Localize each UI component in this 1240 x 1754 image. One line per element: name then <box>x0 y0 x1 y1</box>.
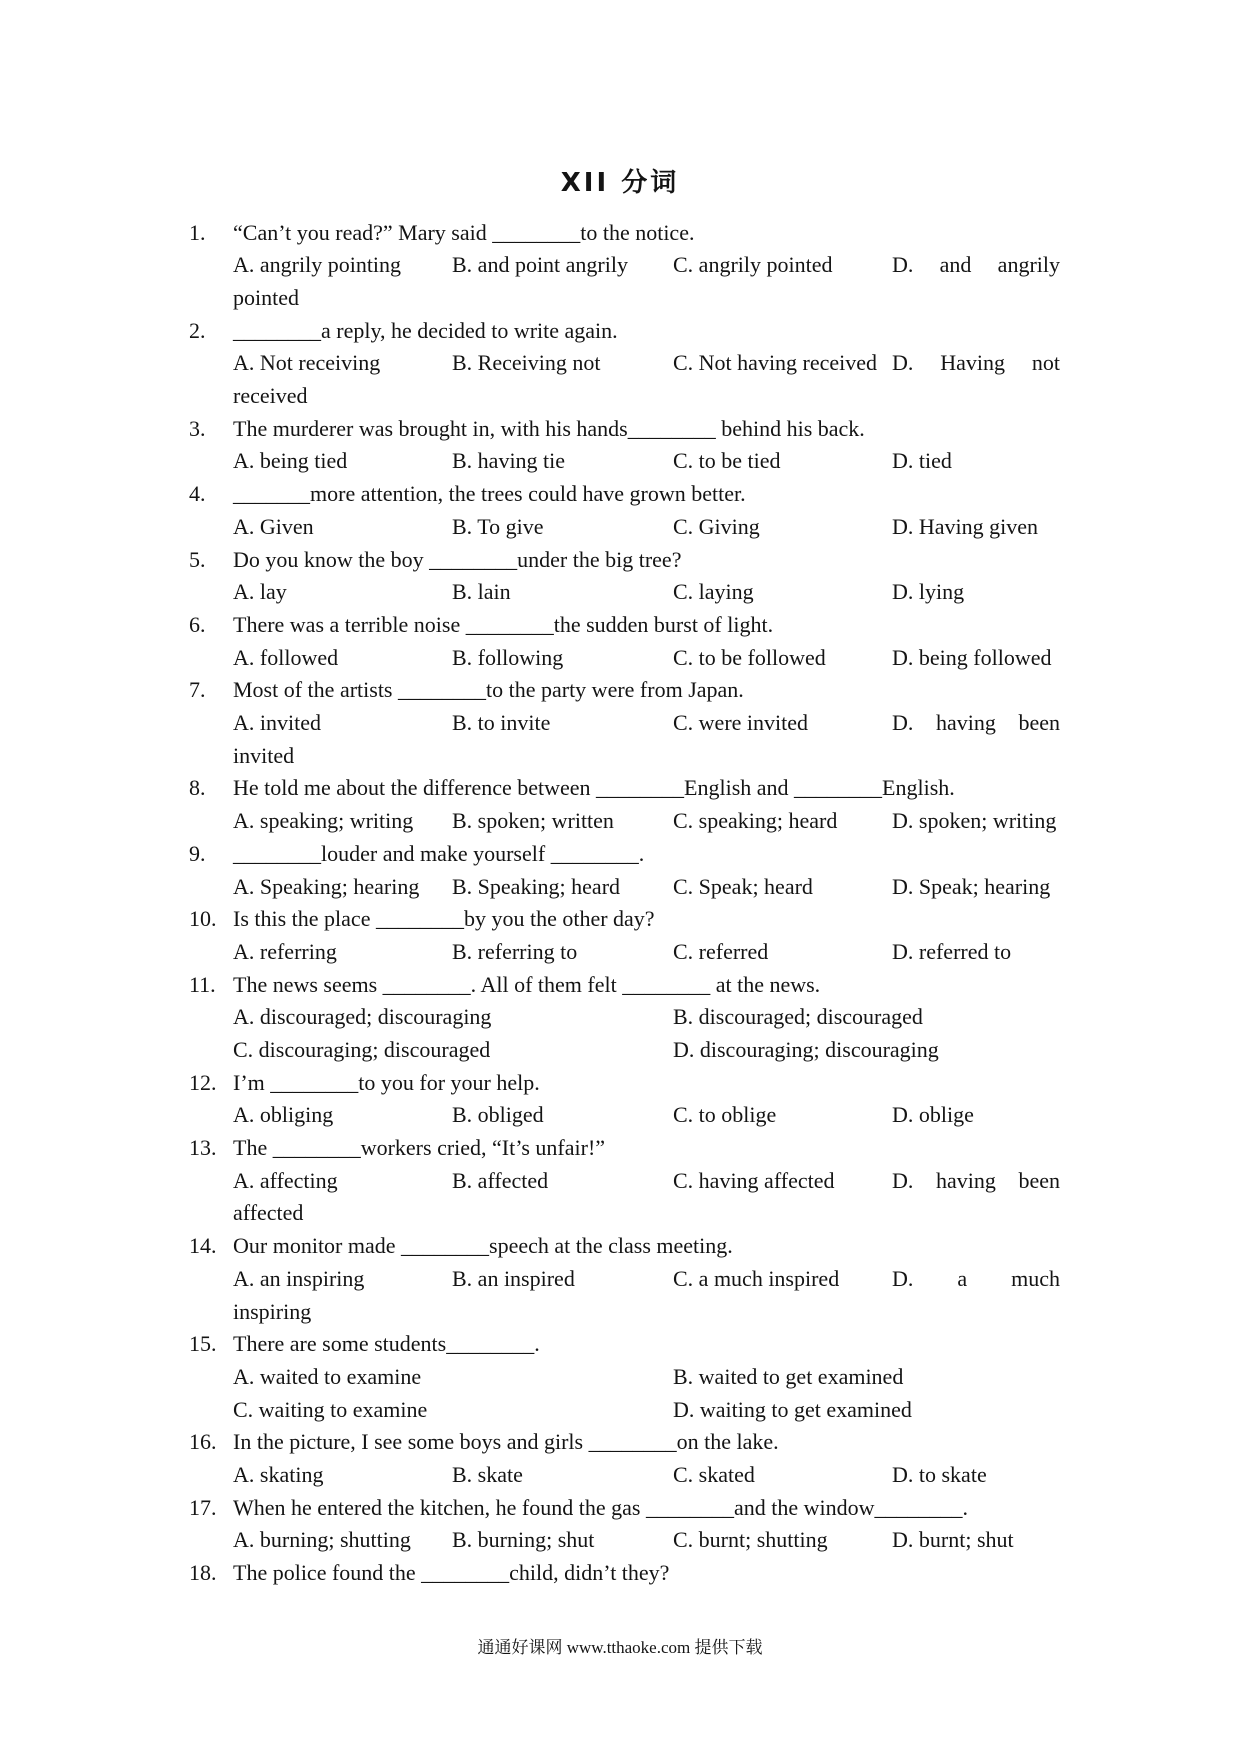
question-text: He told me about the difference between ________English and ________English. <box>233 775 955 801</box>
option-row <box>233 445 1060 478</box>
question-number: 16. <box>189 1429 217 1455</box>
question-line <box>189 1132 1060 1165</box>
answer-option: C. Speak; heard <box>673 873 813 899</box>
answer-option: C. laying <box>673 579 754 605</box>
option-row <box>233 249 1060 314</box>
question-item <box>189 969 1060 1067</box>
answer-option: C. speaking; heard <box>673 808 838 834</box>
answer-option: B. waited to get examined <box>673 1363 904 1389</box>
answer-option: D. a much inspiring <box>233 1265 1060 1324</box>
answer-option: A. Speaking; hearing <box>233 873 420 899</box>
answer-option: A. waited to examine <box>233 1363 422 1389</box>
question-item <box>189 1426 1060 1491</box>
answer-option: C. skated <box>673 1462 755 1488</box>
answer-option: B. following <box>452 644 564 670</box>
option-row <box>233 707 1060 772</box>
answer-option: C. angrily pointed <box>673 252 833 278</box>
answer-option: B. referring to <box>452 938 578 964</box>
answer-option: C. discouraging; discouraged <box>233 1037 491 1062</box>
question-item <box>189 674 1060 772</box>
question-text: ________a reply, he decided to write again. <box>233 317 618 343</box>
answer-option: D. and angrily pointed <box>233 252 1060 310</box>
answer-option: A. obliging <box>233 1102 334 1128</box>
answer-option: D. Having not received <box>233 350 1060 409</box>
option-row <box>233 871 1060 904</box>
option-row <box>233 805 1060 838</box>
answer-option: A. skating <box>233 1462 324 1488</box>
question-text: _______more attention, the trees could have grown better. <box>233 481 746 507</box>
question-text: In the picture, I see some boys and girls ________on the lake. <box>233 1429 779 1455</box>
question-number: 3. <box>189 415 206 441</box>
question-number: 5. <box>189 546 206 572</box>
answer-option: A. followed <box>233 644 339 670</box>
question-text: The police found the ________child, didn’t they? <box>233 1560 670 1586</box>
answer-option: D. waiting to get examined <box>673 1396 912 1422</box>
option-row <box>233 347 1060 412</box>
question-line <box>189 1230 1060 1263</box>
option-row <box>233 1034 1060 1067</box>
question-item <box>189 1230 1060 1328</box>
answer-option: C. Not having received <box>673 350 878 376</box>
question-list <box>189 217 1060 1590</box>
answer-option: B. discouraged; discouraged <box>673 1004 923 1030</box>
answer-option: C. Giving <box>673 513 760 539</box>
answer-option: C. referred <box>673 938 769 964</box>
question-text: The murderer was brought in, with his hands________ behind his back. <box>233 415 865 441</box>
question-number: 12. <box>189 1069 217 1095</box>
answer-option: A. an inspiring <box>233 1265 365 1291</box>
question-text: Is this the place ________by you the other day? <box>233 906 655 932</box>
answer-option: D. spoken; writing <box>892 808 1057 834</box>
answer-option: D. Having given <box>892 513 1039 539</box>
question-item <box>189 315 1060 413</box>
answer-option: D. to skate <box>892 1462 987 1488</box>
answer-option: B. affected <box>452 1167 549 1193</box>
answer-option: A. affecting <box>233 1167 338 1193</box>
answer-option: D. being followed <box>892 644 1052 670</box>
answer-option: A. discouraged; discouraging <box>233 1004 492 1030</box>
question-text: Our monitor made ________speech at the class meeting. <box>233 1233 733 1259</box>
option-row <box>233 1361 1060 1394</box>
answer-option: A. being tied <box>233 448 348 474</box>
question-item <box>189 1067 1060 1132</box>
option-row <box>233 1165 1060 1230</box>
answer-option: A. lay <box>233 579 287 605</box>
answer-option: D. burnt; shut <box>892 1527 1014 1553</box>
question-text: ________louder and make yourself ________. <box>233 840 645 866</box>
answer-option: A. speaking; writing <box>233 808 414 834</box>
answer-option: C. a much inspired <box>673 1265 840 1291</box>
option-row <box>233 1394 1060 1427</box>
question-text: I’m ________to you for your help. <box>233 1069 540 1095</box>
question-number: 15. <box>189 1331 217 1357</box>
question-item <box>189 1328 1060 1426</box>
option-row <box>233 1524 1060 1557</box>
option-row <box>233 1263 1060 1328</box>
question-line <box>189 1492 1060 1525</box>
answer-option: C. to be followed <box>673 644 826 670</box>
answer-option: B. burning; shut <box>452 1527 595 1553</box>
question-text: The news seems ________. All of them felt ________ at the news. <box>233 971 821 997</box>
answer-option: C. were invited <box>673 710 809 736</box>
answer-option: A. angrily pointing <box>233 252 402 278</box>
question-number: 14. <box>189 1233 217 1259</box>
question-number: 18. <box>189 1560 217 1586</box>
question-number: 4. <box>189 481 206 507</box>
answer-option: A. invited <box>233 710 321 736</box>
answer-option: C. having affected <box>673 1167 835 1193</box>
answer-option: A. Given <box>233 513 314 539</box>
question-item <box>189 1132 1060 1230</box>
answer-option: D. Speak; hearing <box>892 873 1051 899</box>
question-number: 6. <box>189 611 206 637</box>
option-row <box>233 1099 1060 1132</box>
question-number: 10. <box>189 906 217 932</box>
question-item <box>189 903 1060 968</box>
option-row <box>233 1459 1060 1492</box>
answer-option: B. spoken; written <box>452 808 614 834</box>
question-number: 8. <box>189 775 206 801</box>
answer-option: A. burning; shutting <box>233 1527 411 1553</box>
question-number: 2. <box>189 317 206 343</box>
question-item <box>189 609 1060 674</box>
answer-option: B. lain <box>452 579 511 605</box>
answer-option: B. To give <box>452 513 544 539</box>
option-row <box>233 1001 1060 1034</box>
question-number: 11. <box>189 971 216 997</box>
question-line <box>189 544 1060 577</box>
question-line <box>189 217 1060 250</box>
answer-option: C. waiting to examine <box>233 1396 428 1422</box>
question-line <box>189 1328 1060 1361</box>
question-item <box>189 1557 1060 1590</box>
answer-option: D. referred to <box>892 938 1012 964</box>
answer-option: C. to be tied <box>673 448 781 474</box>
question-item <box>189 478 1060 543</box>
option-row <box>233 576 1060 609</box>
answer-option: A. referring <box>233 938 337 964</box>
answer-option: B. to invite <box>452 710 551 736</box>
question-text: There are some students________. <box>233 1331 540 1357</box>
question-text: When he entered the kitchen, he found the gas ________and the window________. <box>233 1494 968 1520</box>
question-line <box>189 772 1060 805</box>
question-item <box>189 1492 1060 1557</box>
answer-option: B. skate <box>452 1462 523 1488</box>
question-line <box>189 609 1060 642</box>
question-number: 7. <box>189 677 206 703</box>
answer-option: B. and point angrily <box>452 252 628 278</box>
answer-option: D. tied <box>892 448 952 474</box>
answer-option: C. to oblige <box>673 1102 777 1128</box>
answer-option: D. oblige <box>892 1102 974 1128</box>
question-text: “Can’t you read?” Mary said ________to the notice. <box>233 219 695 245</box>
answer-option: B. obliged <box>452 1102 544 1128</box>
question-line <box>189 838 1060 871</box>
answer-option: D. having been affected <box>233 1167 1060 1226</box>
question-item <box>189 838 1060 903</box>
question-text: Most of the artists ________to the party were from Japan. <box>233 677 744 703</box>
question-item <box>189 772 1060 837</box>
answer-option: A. Not receiving <box>233 350 381 376</box>
question-line <box>189 1067 1060 1100</box>
question-line <box>189 413 1060 446</box>
page-title: XII 分词 <box>560 168 680 198</box>
question-text: The ________workers cried, “It’s unfair!” <box>233 1135 606 1161</box>
page-footer: 通通好课网 www.tthaoke.com 提供下载 <box>477 1638 763 1657</box>
question-item <box>189 217 1060 315</box>
option-row <box>233 642 1060 675</box>
question-line <box>189 478 1060 511</box>
question-number: 17. <box>189 1494 217 1520</box>
answer-option: D. lying <box>892 579 965 605</box>
question-line <box>189 315 1060 348</box>
answer-option: B. Speaking; heard <box>452 873 621 899</box>
answer-option: C. burnt; shutting <box>673 1527 828 1553</box>
question-line <box>189 969 1060 1002</box>
option-row <box>233 936 1060 969</box>
answer-option: B. an inspired <box>452 1265 575 1291</box>
question-item <box>189 544 1060 609</box>
question-number: 1. <box>189 219 206 245</box>
answer-option: B. having tie <box>452 448 566 474</box>
question-line <box>189 1426 1060 1459</box>
question-number: 13. <box>189 1135 217 1161</box>
answer-option: D. discouraging; discouraging <box>673 1037 939 1062</box>
option-row <box>233 511 1060 544</box>
question-line <box>189 1557 1060 1590</box>
answer-option: D. having been invited <box>233 710 1060 768</box>
question-item <box>189 413 1060 478</box>
question-text: There was a terrible noise ________the sudden burst of light. <box>233 611 774 637</box>
answer-option: B. Receiving not <box>452 350 601 376</box>
question-line <box>189 674 1060 707</box>
question-text: Do you know the boy ________under the big tree? <box>233 546 682 572</box>
question-line <box>189 903 1060 936</box>
question-number: 9. <box>189 840 206 866</box>
